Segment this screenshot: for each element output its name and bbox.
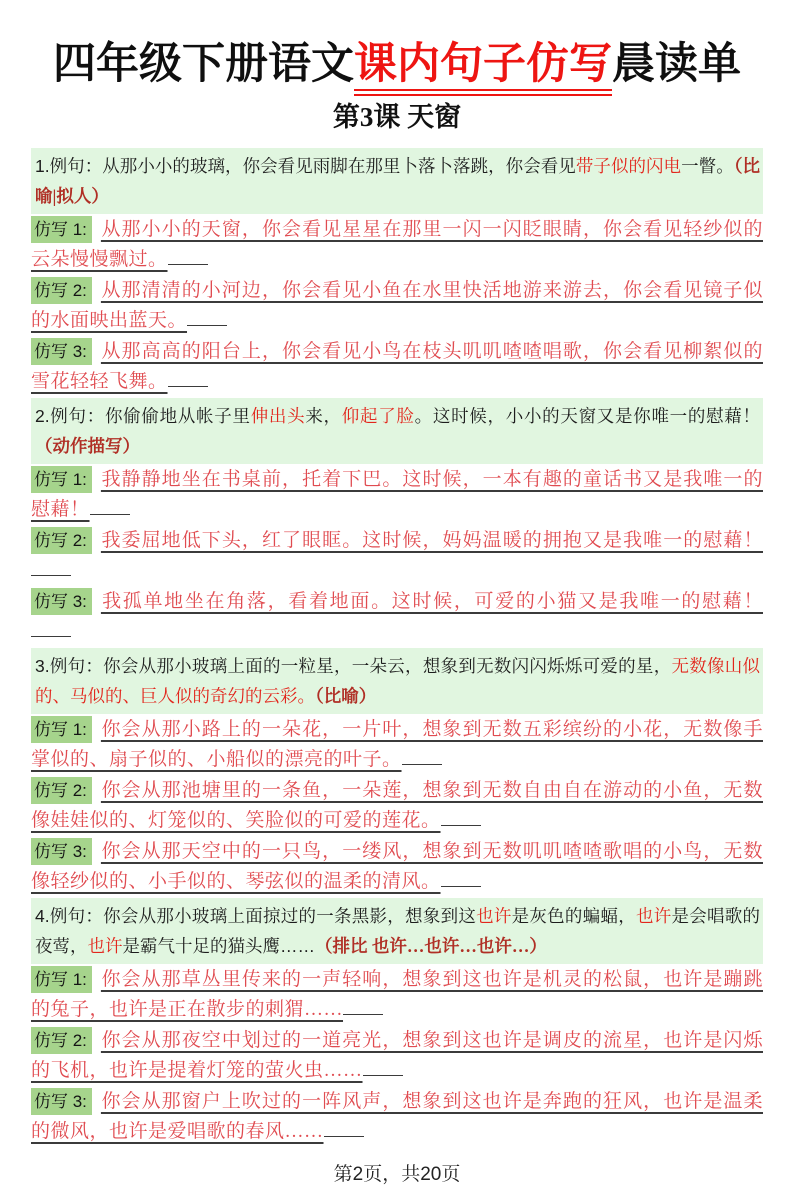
example-annotation: （比喻|拟人） <box>35 156 761 206</box>
example-text: 是会唱歌的夜莺， <box>35 906 761 956</box>
imitation-text: 我委屈地低下头，红了眼眶。这时候，妈妈温暖的拥抱又是我唯一的慰藉！ <box>100 530 763 551</box>
example-sentence <box>31 148 763 214</box>
imitation-label: 仿写 2: <box>31 777 92 804</box>
example-text: 3.例句：你会从那小玻璃上面的一粒星，一朵云，想象到无数闪闪烁烁可爱的星， <box>35 656 672 676</box>
page-title <box>31 30 763 91</box>
example-text: 是霸气十足的猫头鹰…… <box>122 936 315 956</box>
title-highlight: 课内句子仿写 <box>354 40 612 96</box>
example-text: 2.例句：你偷偷地从帐子里 <box>35 406 251 426</box>
imitation-label: 仿写 2: <box>31 277 92 304</box>
imitation-row <box>31 1087 763 1147</box>
imitation-row <box>31 837 763 897</box>
imitation-row <box>31 776 763 836</box>
example-highlight: 仰起了脸 <box>341 406 415 426</box>
underline-tail <box>168 247 208 265</box>
example-sentence <box>31 648 763 714</box>
example-highlight: 也许 <box>476 906 512 926</box>
imitation-label: 仿写 1: <box>31 216 92 243</box>
imitation-row <box>31 965 763 1025</box>
imitation-label: 仿写 3: <box>31 1088 92 1115</box>
imitation-text: 你会从那窗户上吹过的一阵风声，想象到这也许是奔跑的狂风，也许是温柔的微风，也许是爱唱歌的春风…… <box>31 1091 763 1142</box>
page-number: 第2页，共20页 <box>333 1164 461 1185</box>
example-text: 一瞥。 <box>681 156 734 176</box>
imitation-text: 从那小小的天窗，你会看见星星在那里一闪一闪眨眼睛，你会看见轻纱似的云朵慢慢飘过。 <box>31 219 763 270</box>
underline-tail <box>31 558 71 576</box>
imitation-row <box>31 526 763 586</box>
example-highlight: 无数像山似的、马似的、巨人似的奇幻的云彩。 <box>35 656 761 706</box>
imitation-text: 你会从那小路上的一朵花，一片叶，想象到无数五彩缤纷的小花，无数像手掌似的、扇子似的、小船似的漂亮的叶子。 <box>31 719 763 770</box>
imitation-label: 仿写 1: <box>31 466 92 493</box>
example-highlight: 也许 <box>87 936 123 956</box>
imitation-label: 仿写 3: <box>31 338 92 365</box>
example-annotation: （比喻） <box>315 686 377 706</box>
imitation-row <box>31 276 763 336</box>
sections-container <box>31 148 763 1147</box>
underline-tail <box>343 997 383 1015</box>
imitation-text: 你会从那池塘里的一条鱼，一朵莲，想象到无数自由自在游动的小鱼，无数像娃娃似的、灯笼似的、笑脸似的可爱的莲花。 <box>31 780 763 831</box>
underline-tail <box>168 369 208 387</box>
underline-tail <box>90 497 130 515</box>
example-text: 来， <box>305 406 342 426</box>
imitation-label: 仿写 3: <box>31 588 92 615</box>
lesson-subtitle: 第3课 天窗 <box>332 102 462 132</box>
imitation-row <box>31 1026 763 1086</box>
imitation-label: 仿写 1: <box>31 966 92 993</box>
imitation-label: 仿写 2: <box>31 1027 92 1054</box>
underline-tail <box>31 619 71 637</box>
example-highlight: 也许 <box>635 906 672 926</box>
example-highlight: 伸出头 <box>250 406 306 426</box>
example-text: 是灰色的蝙蝠， <box>511 906 636 926</box>
imitation-label: 仿写 1: <box>31 716 92 743</box>
imitation-text: 我孤单地坐在角落，看着地面。这时候，可爱的小猫又是我唯一的慰藉！ <box>100 591 763 612</box>
imitation-text: 我静静地坐在书桌前，托着下巴。这时候，一本有趣的童话书又是我唯一的慰藉！ <box>31 469 763 520</box>
example-text: 。这时候，小小的天窗又是你唯一的慰藉！ <box>414 406 761 426</box>
imitation-row <box>31 215 763 275</box>
example-sentence <box>31 398 763 464</box>
example-text: 4.例句：你会从那小玻璃上面掠过的一条黑影，想象到这 <box>35 906 477 926</box>
underline-tail <box>187 308 227 326</box>
title-suffix: 晨读单 <box>612 40 741 88</box>
imitation-row <box>31 337 763 397</box>
underline-tail <box>441 869 481 887</box>
imitation-text: 从那清清的小河边，你会看见小鱼在水里快活地游来游去，你会看见镜子似的水面映出蓝天。 <box>31 280 763 331</box>
imitation-row <box>31 465 763 525</box>
example-sentence <box>31 898 763 964</box>
imitation-row <box>31 587 763 647</box>
example-annotation: （动作描写） <box>35 436 140 456</box>
example-annotation: （排比 也许…也许…也许…） <box>315 936 547 956</box>
imitation-row <box>31 715 763 775</box>
imitation-text: 从那高高的阳台上，你会看见小鸟在枝头叽叽喳喳唱歌，你会看见柳絮似的雪花轻轻飞舞。 <box>31 341 763 392</box>
underline-tail <box>441 808 481 826</box>
imitation-text: 你会从那夜空中划过的一道亮光，想象到这也许是调皮的流星，也许是闪烁的飞机，也许是提着灯笼的萤火虫…… <box>31 1030 763 1081</box>
imitation-text: 你会从那草丛里传来的一声轻响，想象到这也许是机灵的松鼠，也许是蹦跳的兔子，也许是正在散步的刺猬…… <box>31 969 763 1020</box>
underline-tail <box>402 747 442 765</box>
example-highlight: 带子似的闪电 <box>575 156 682 176</box>
underline-tail <box>363 1058 403 1076</box>
title-prefix: 四年级下册语文 <box>53 40 354 88</box>
imitation-label: 仿写 3: <box>31 838 92 865</box>
imitation-text: 你会从那天空中的一只鸟，一缕风，想象到无数叽叽喳喳歌唱的小鸟，无数像轻纱似的、小手似的、琴弦似的温柔的清风。 <box>31 841 763 892</box>
imitation-label: 仿写 2: <box>31 527 92 554</box>
example-text: 1.例句：从那小小的玻璃，你会看见雨脚在那里卜落卜落跳，你会看见 <box>35 156 576 176</box>
